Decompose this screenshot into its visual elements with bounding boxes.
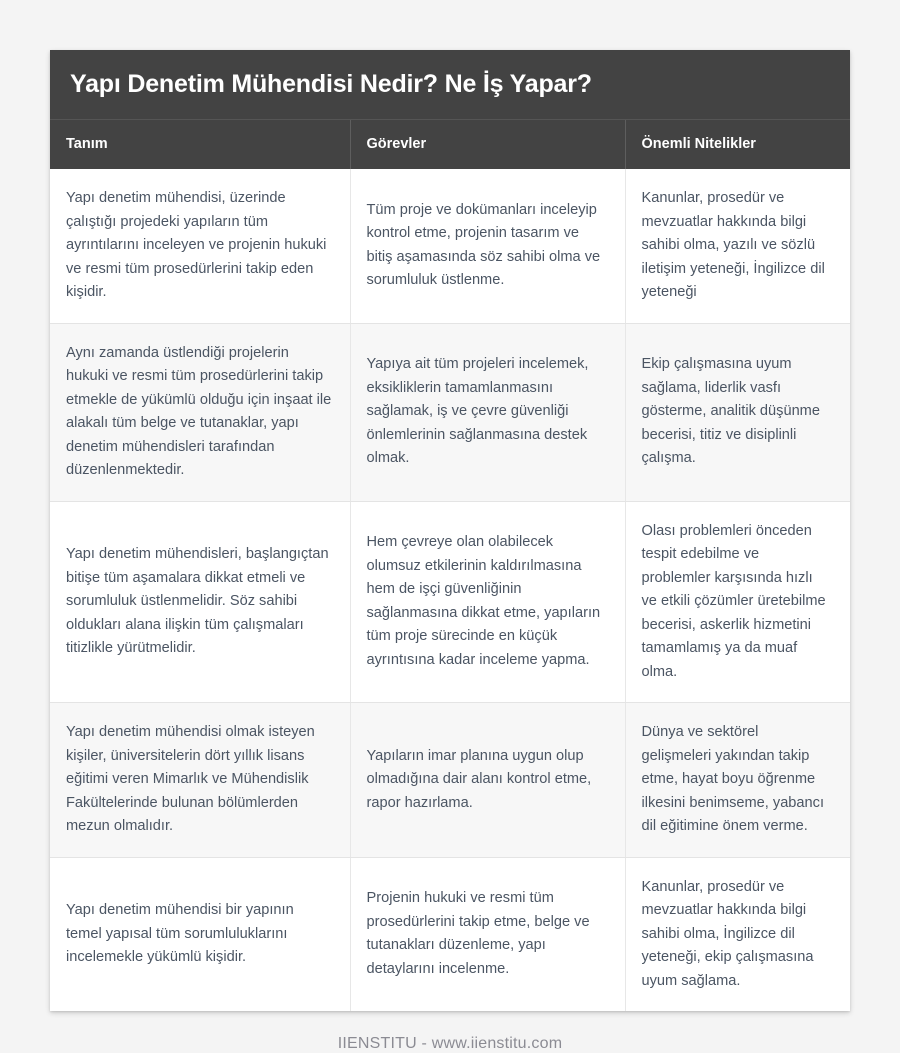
cell-nitelikler: Kanunlar, prosedür ve mevzuatlar hakkında bilgi sahibi olma, İngilizce dil yeteneği, ekip çalışmasına uyum sağlama. [641,878,814,989]
info-table [50,120,850,1011]
cell-tanim: Yapı denetim mühendisleri, başlangıçtan bitişe tüm aşamalara dikkat etmeli ve sorumluluk üstlenmelidir. Söz sahibi oldukları alana ilişkin tüm çalışmaları titizlikle yürütmelidir. [50,501,350,703]
table-row [50,169,850,323]
cell-tanim: Yapı denetim mühendisi bir yapının temel yapısal tüm sorumluluklarını incelemekle yükümlü kişidir. [50,857,350,1011]
cell-gorevler: Projenin hukuki ve resmi tüm prosedürlerini takip etme, belge ve tutanakları düzenleme, yapı detaylarını incelenme. [350,857,625,1011]
page-title: Yapı Denetim Mühendisi Nedir? Ne İş Yapar? [70,70,592,98]
infographic-card [50,50,850,1011]
table-body [50,169,850,1011]
table-row [50,501,850,703]
cell-tanim: Yapı denetim mühendisi, üzerinde çalıştığı projedeki yapıların tüm ayrıntılarını inceleyen ve projenin hukuki ve resmi tüm prosedürlerini takip eden kişidir. [50,169,350,323]
cell-tanim: Aynı zamanda üstlendiği projelerin hukuki ve resmi tüm prosedürlerini takip etmekle de yükümlü olduğu için inşaat ile alakalı tüm belge ve tutanaklar, yapı denetim mühendisleri tarafından düzenlenmektedir. [50,323,350,501]
table-row [50,323,850,501]
column-header-gorevler: Görevler [350,120,625,169]
cell-tanim: Yapı denetim mühendisi olmak isteyen kişiler, üniversitelerin dört yıllık lisans eğitimi veren Mimarlık ve Mühendislik Fakültelerinde bulunan bölümlerden mezun olmalıdır. [50,703,350,858]
table-row [50,703,850,858]
cell-gorevler: Tüm proje ve dokümanları inceleyip kontrol etme, projenin tasarım ve bitiş aşamasında söz sahibi olma ve sorumluluk üstlenme. [350,169,625,323]
cell-gorevler: Yapıların imar planına uygun olup olmadığına dair alanı kontrol etme, rapor hazırlama. [350,703,625,858]
column-header-nitelikler: Önemli Nitelikler [625,120,850,169]
footer-attribution: IIENSTITU - www.iienstitu.com [337,1035,563,1052]
cell-nitelikler: Olası problemleri önceden tespit edebilme ve problemler karşısında hızlı ve etkili çözümler üretebilme becerisi, askerlik hizmetini tamamlamış ya da muaf olma. [625,501,850,703]
table-header [50,120,850,169]
cell-gorevler: Hem çevreye olan olabilecek olumsuz etkilerinin kaldırılmasına hem de işçi güvenliğinin sağlanmasına dikkat etme, yapıların tüm proje sürecinde en küçük ayrıntısına kadar inceleme yapma. [350,501,625,703]
cell-nitelikler: Dünya ve sektörel gelişmeleri yakından takip etme, hayat boyu öğrenme ilkesini benimseme, yabancı dil eğitimine önem verme. [625,703,850,858]
column-header-tanim: Tanım [50,120,350,169]
cell-nitelikler: Ekip çalışmasına uyum sağlama, liderlik vasfı gösterme, analitik düşünme becerisi, titiz ve disiplinli çalışma. [625,323,850,501]
table-row [50,857,850,1011]
title-bar [50,50,850,120]
cell-gorevler: Yapıya ait tüm projeleri incelemek, eksikliklerin tamamlanmasını sağlamak, iş ve çevre güvenliği önlemlerinin sağlanmasına destek olmak. [350,323,625,501]
cell-nitelikler: Kanunlar, prosedür ve mevzuatlar hakkında bilgi sahibi olma, yazılı ve sözlü iletişim yeteneği, İngilizce dil yeteneği [625,169,850,323]
table-header-row [50,120,850,169]
